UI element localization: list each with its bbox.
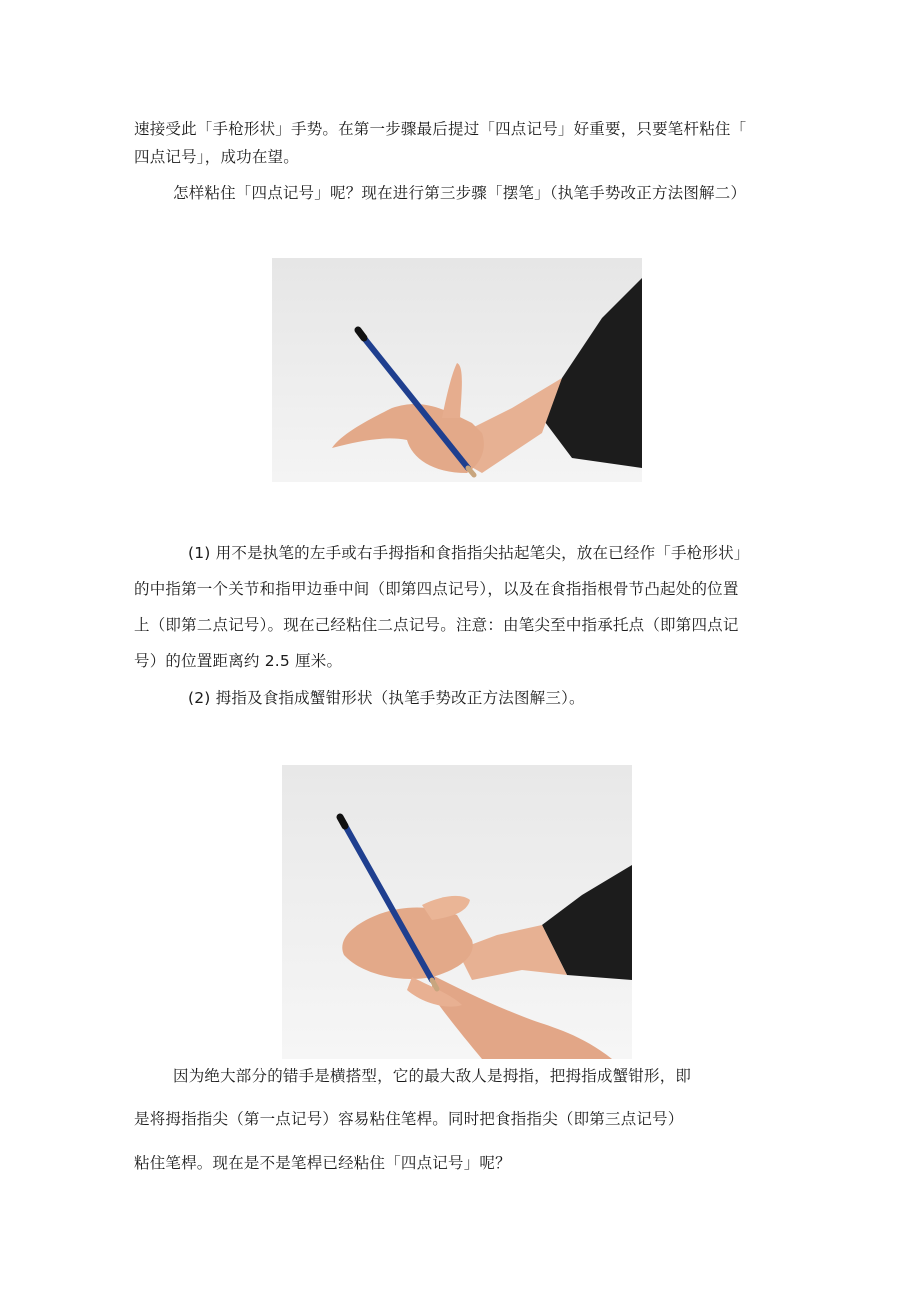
- paragraph-line: 粘住笔桿。现在是不是笔桿已经粘住「四点记号」呢？: [134, 1154, 511, 1172]
- paragraph-line: 怎样粘住「四点记号」呢？现在进行第三步骤「摆笔」（执笔手势改正方法图解二）: [173, 184, 747, 202]
- photo-illustration: [282, 765, 632, 1059]
- paragraph-line: 的中指第一个关节和指甲边垂中间（即第四点记号），以及在食指指根骨节凸起处的位置: [134, 580, 739, 598]
- paragraph-line: 因为绝大部分的错手是横搭型，它的最大敌人是拇指，把拇指成蟹钳形，即: [173, 1067, 692, 1085]
- paragraph-line: 速接受此「手枪形状」手势。在第一步骤最后提过「四点记号」好重要，只要笔杆粘住「: [134, 120, 747, 138]
- hand-pencil-photo-diagram-2: [272, 258, 642, 482]
- paragraph-line: (1) 用不是执笔的左手或右手拇指和食指指尖拈起笔尖，放在已经作「手枪形状」: [188, 544, 750, 562]
- hand-pencil-photo-diagram-3: [282, 765, 632, 1059]
- paragraph-line: 是将拇指指尖（第一点记号）容易粘住笔桿。同时把食指指尖（即第三点记号）: [134, 1110, 684, 1128]
- paragraph-line: 四点记号」，成功在望。: [134, 148, 299, 166]
- paragraph-line: (2) 拇指及食指成蟹钳形状（执笔手势改正方法图解三）。: [188, 689, 585, 707]
- paragraph-line: 上（即第二点记号）。现在己经粘住二点记号。注意：由笔尖至中指承托点（即第四点记: [134, 616, 739, 634]
- paragraph-line: 号）的位置距离约 2.5 厘米。: [134, 652, 343, 670]
- photo-illustration: [272, 258, 642, 482]
